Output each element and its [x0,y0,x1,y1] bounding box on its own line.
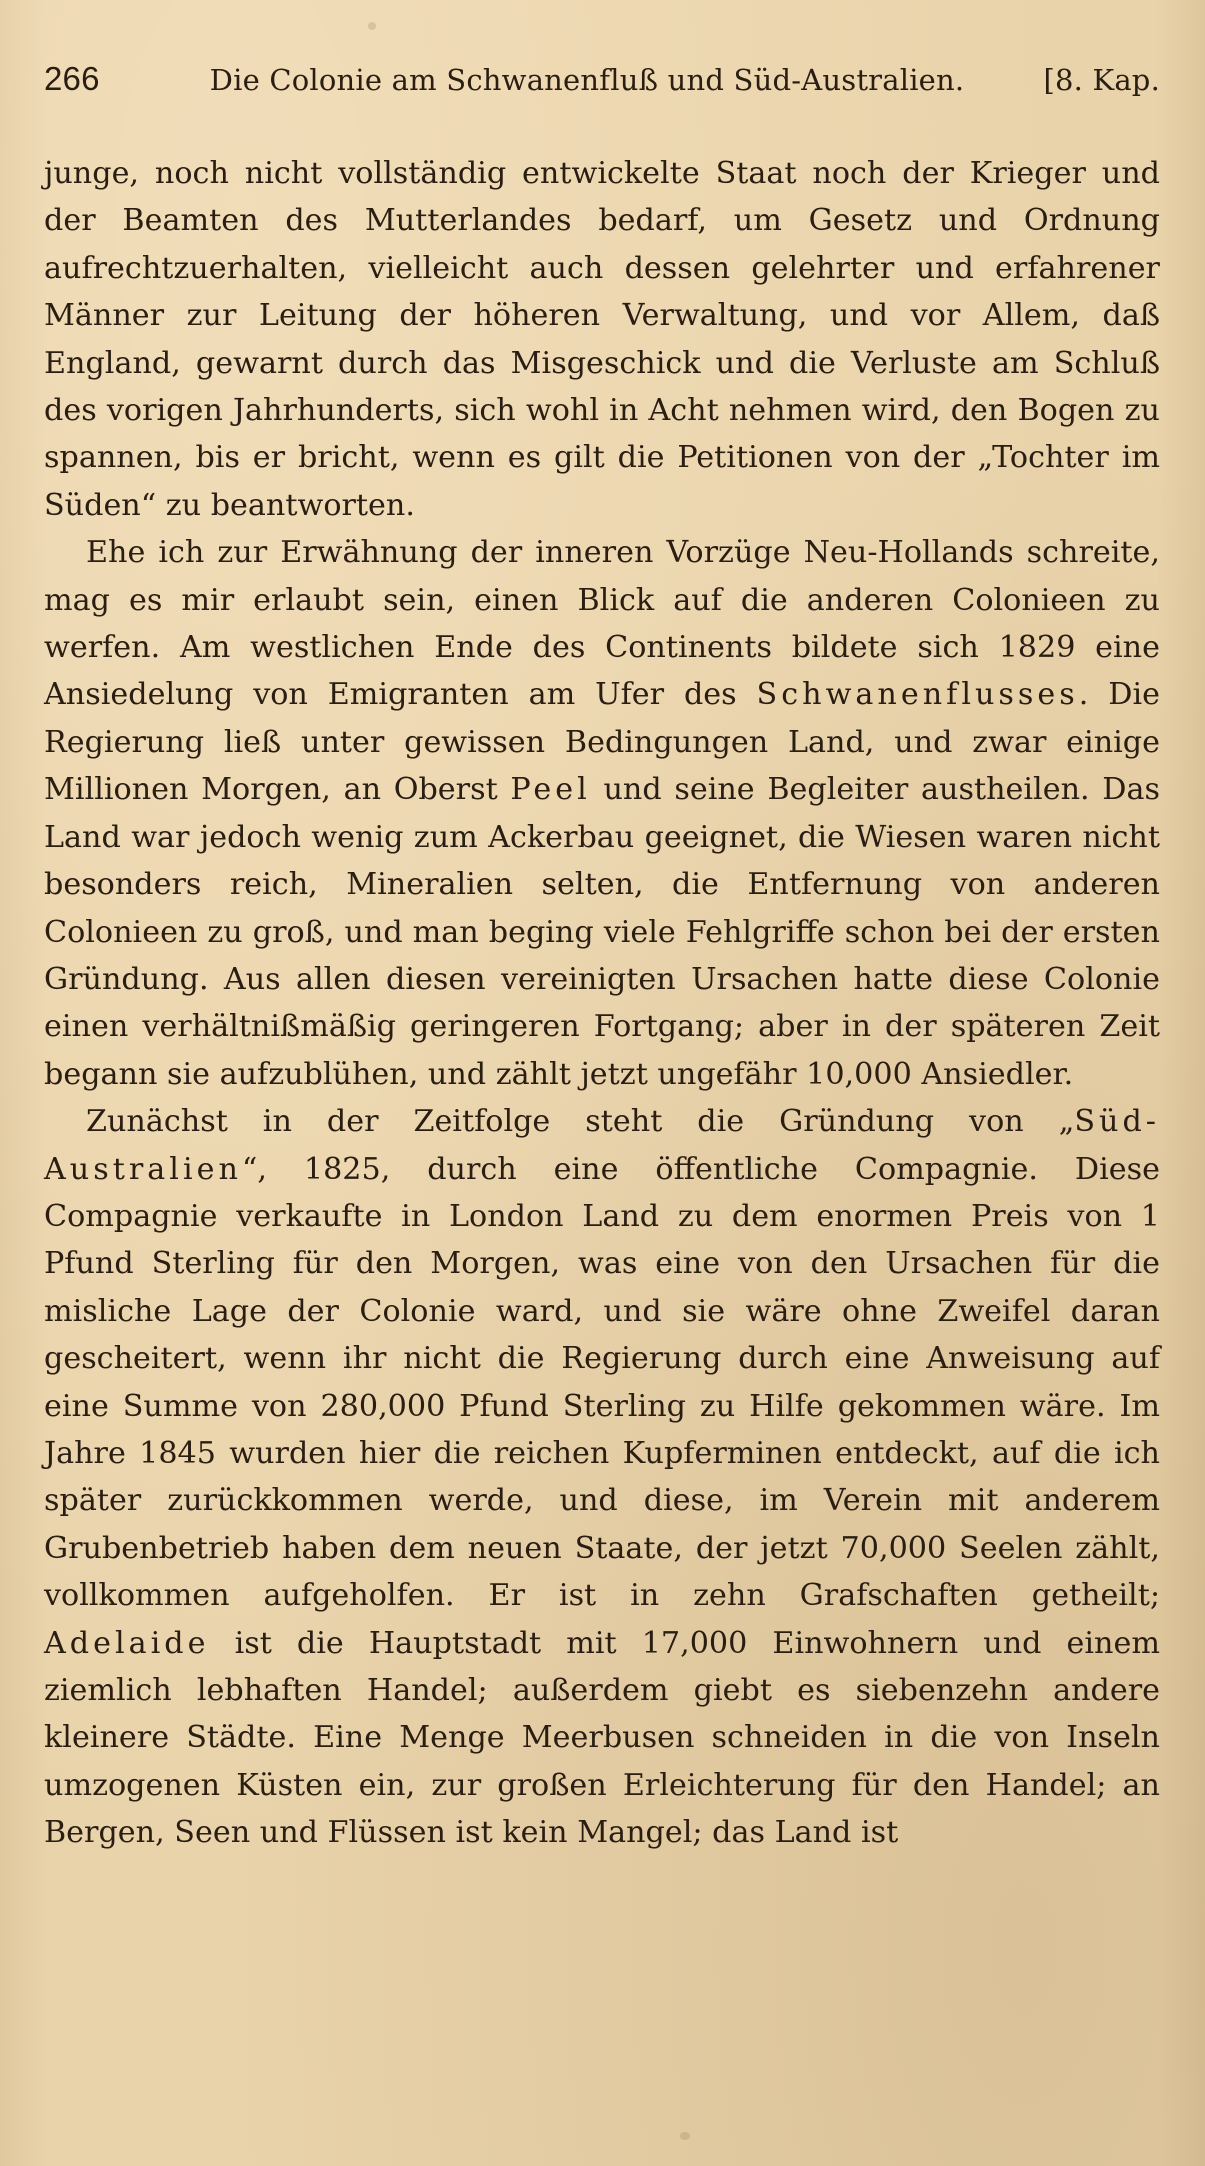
running-title: Die Colonie am Schwanenfluß und Süd-Australien. [209,63,965,97]
page-header [44,60,1160,120]
emphasized-name-sued-australien: Süd-Australien [44,1104,1160,1187]
emphasized-name-adelaide: Adelaide [44,1625,210,1661]
paragraph [44,529,1160,1098]
paper-stain [680,2132,690,2140]
emphasized-name-schwanenfluss: Schwanenflusses [756,677,1079,713]
paragraph-text: junge, noch nicht vollständig entwickelte Staat noch der Krieger und der Beamten des Mutterlandes bedarf, um Gesetz und Ordnung aufrechtzuerhalten, vielleicht auch dessen gelehrter und erfahrener Männer zur Leitung der höheren Verwaltung, und vor Allem, daß England, gewarnt durch das Misgeschick und die Verluste am Schluß des vorigen Jahrhunderts, sich wohl in Acht nehmen wird, den Bogen zu spannen, bis er bricht, wenn es gilt die Petitionen von der „Tochter im Süden“ zu beantworten. [44,156,1160,523]
paragraph [44,1098,1160,1857]
body-text [44,150,1160,1857]
emphasized-name-peel: Peel [510,772,591,808]
chapter-marker: [8. Kap. [1043,63,1160,97]
paragraph-text: und seine Begleiter austheilen. Das Land war jedoch wenig zum Ackerbau geeignet, die Wiesen waren nicht besonders reich, Mineralien selten, die Entfernung von anderen Colonieen zu groß, und man beging viele Fehlgriffe schon bei der ersten Gründung. Aus allen diesen vereinigten Ursachen hatte diese Colonie einen verhältnißmäßig geringeren Fortgang; aber in der späteren Zeit begann sie aufzublühen, und zählt jetzt ungefähr 10,000 Ansiedler. [44,772,1160,1092]
book-page [44,60,1160,1857]
page-number: 266 [44,60,100,97]
paragraph-text: “, 1825, durch eine öffentliche Compagnie. Diese Compagnie verkaufte in London Land zu dem enormen Preis von 1 Pfund Sterling für den Morgen, was eine von den Ursachen für die misliche Lage der Colonie ward, und sie wäre ohne Zweifel daran gescheitert, wenn ihr nicht die Regierung durch eine Anweisung auf eine Summe von 280,000 Pfund Sterling zu Hilfe gekommen wäre. Im Jahre 1845 wurden hier die reichen Kupferminen entdeckt, auf die ich später zurückkommen werde, und diese, im Verein mit anderem Grubenbetrieb haben dem neuen Staate, der jetzt 70,000 Seelen zählt, vollkommen aufgeholfen. Er ist in zehn Grafschaften getheilt; [44,1151,1160,1614]
paragraph [44,150,1160,529]
paragraph-text: Zunächst in der Zeitfolge steht die Gründung von „ [86,1104,1075,1140]
paragraph-text: ist die Hauptstadt mit 17,000 Einwohnern und einem ziemlich lebhaften Handel; außerdem giebt es siebenzehn andere kleinere Städte. Eine Menge Meerbusen schneiden in die von Inseln umzogenen Küsten ein, zur großen Erleichterung für den Handel; an Bergen, Seen und Flüssen ist kein Mangel; das Land ist [44,1625,1160,1851]
paper-stain [368,22,376,30]
paragraph-text: . Die Regierung ließ unter gewissen Bedingungen Land, und zwar einige Millionen Morgen, an Oberst [44,677,1160,808]
paragraph-text: Ehe ich zur Erwähnung der inneren Vorzüge Neu-Hollands schreite, mag es mir erlaubt sein, einen Blick auf die anderen Colonieen zu werfen. Am westlichen Ende des Continents bildete sich 1829 eine Ansiedelung von Emigranten am Ufer des [44,535,1160,713]
